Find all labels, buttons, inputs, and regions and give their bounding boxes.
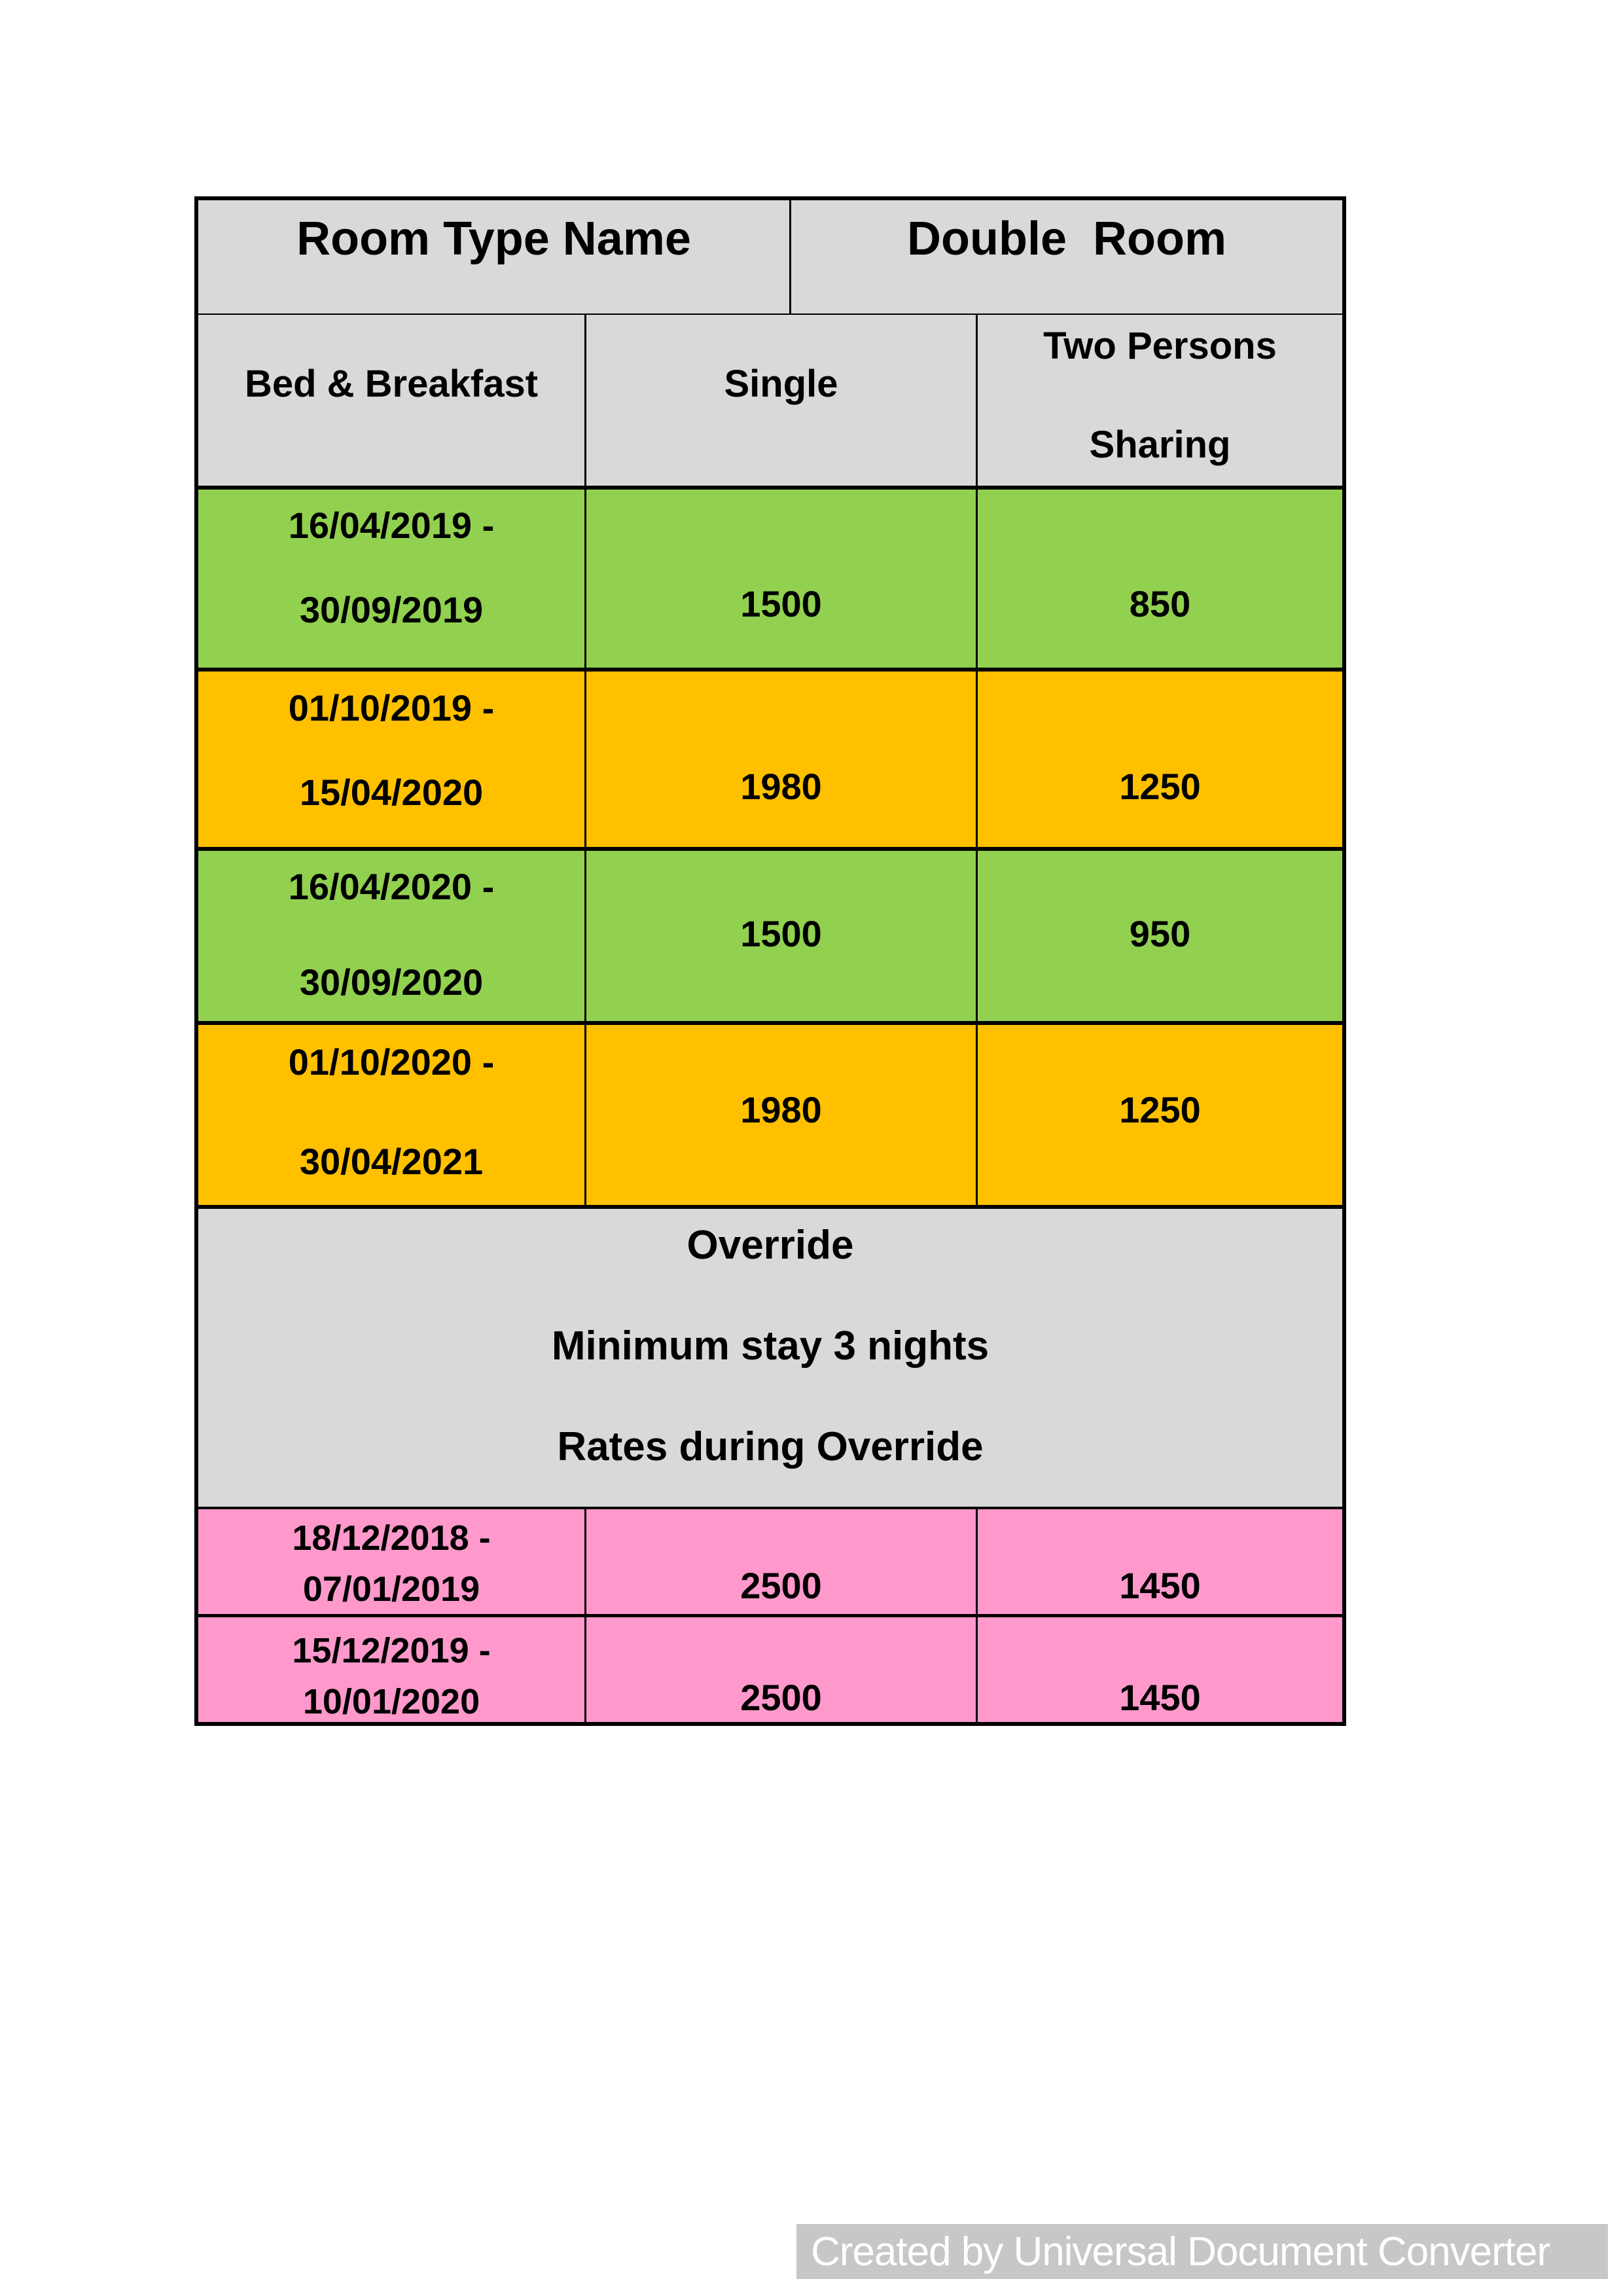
- override-min-stay: Minimum stay 3 nights: [551, 1323, 990, 1369]
- single-rate-cell: [584, 490, 976, 668]
- single-rate-value: 1980: [740, 1089, 822, 1131]
- single-rate-value: 1500: [740, 583, 822, 624]
- room-type-value: Double Room: [907, 213, 1226, 265]
- season-row-2: [198, 672, 1342, 850]
- single-rate-cell: [584, 1617, 976, 1722]
- season-row-4: [198, 1025, 1342, 1209]
- sharing-rate-cell: [976, 672, 1342, 846]
- date-end: 30/09/2020: [299, 961, 484, 1003]
- watermark-text: Created by Universal Document Converter: [811, 2229, 1550, 2274]
- room-type-name-label: Room Type Name: [296, 213, 691, 265]
- room-type-value-cell: [789, 200, 1342, 314]
- override-banner-cell: [198, 1209, 1342, 1507]
- date-range-cell: [198, 1025, 584, 1205]
- sharing-header-line2: Sharing: [1089, 423, 1231, 466]
- title-row: [198, 200, 1342, 315]
- date-range-cell: [198, 1617, 584, 1722]
- override-row-1: [198, 1509, 1342, 1617]
- date-start: 18/12/2018 -: [292, 1518, 491, 1558]
- override-banner-row: [198, 1209, 1342, 1509]
- date-start: 15/12/2019 -: [292, 1631, 491, 1671]
- override-rates-label: Rates during Override: [557, 1424, 984, 1470]
- column-header-row: [198, 315, 1342, 490]
- date-end: 15/04/2020: [299, 772, 484, 814]
- single-rate-value: 2500: [740, 1565, 822, 1607]
- sharing-rate-cell: [976, 490, 1342, 668]
- season-row-1: [198, 490, 1342, 672]
- sharing-header-line1: Two Persons: [1043, 324, 1277, 367]
- room-rates-table: [194, 196, 1346, 1726]
- sharing-rate-value: 950: [1129, 912, 1191, 954]
- sharing-header-cell: [976, 315, 1342, 486]
- single-header-cell: [584, 315, 976, 486]
- date-start: 16/04/2019 -: [288, 504, 495, 546]
- sharing-rate-cell: [976, 1617, 1342, 1722]
- rate-plan-header-cell: [198, 315, 584, 486]
- single-rate-value: 1500: [740, 912, 822, 954]
- watermark-bar: [796, 2224, 1608, 2279]
- override-row-2: [198, 1617, 1342, 1722]
- date-end: 10/01/2020: [302, 1682, 480, 1722]
- date-range-cell: [198, 672, 584, 846]
- single-header-label: Single: [724, 362, 838, 405]
- single-rate-cell: [584, 1025, 976, 1205]
- sharing-rate-cell: [976, 851, 1342, 1021]
- date-start: 16/04/2020 -: [288, 865, 495, 907]
- override-title: Override: [687, 1223, 854, 1268]
- date-range-cell: [198, 490, 584, 668]
- date-range-cell: [198, 1509, 584, 1614]
- date-start: 01/10/2019 -: [288, 687, 495, 729]
- rate-plan-header-label: Bed & Breakfast: [244, 362, 539, 405]
- sharing-rate-value: 850: [1129, 583, 1191, 624]
- single-rate-cell: [584, 851, 976, 1021]
- single-rate-cell: [584, 672, 976, 846]
- date-end: 30/09/2019: [299, 588, 484, 630]
- single-rate-value: 1980: [740, 766, 822, 808]
- sharing-rate-cell: [976, 1509, 1342, 1614]
- sharing-rate-value: 1250: [1119, 1089, 1201, 1131]
- sharing-rate-value: 1450: [1119, 1565, 1201, 1607]
- date-end: 07/01/2019: [302, 1570, 480, 1609]
- date-start: 01/10/2020 -: [288, 1041, 495, 1083]
- sharing-rate-value: 1450: [1119, 1677, 1201, 1719]
- sharing-rate-cell: [976, 1025, 1342, 1205]
- season-row-3: [198, 851, 1342, 1025]
- room-type-name-cell: [198, 200, 789, 314]
- date-range-cell: [198, 851, 584, 1021]
- date-end: 30/04/2021: [299, 1141, 484, 1183]
- single-rate-value: 2500: [740, 1677, 822, 1719]
- single-rate-cell: [584, 1509, 976, 1614]
- sharing-rate-value: 1250: [1119, 766, 1201, 808]
